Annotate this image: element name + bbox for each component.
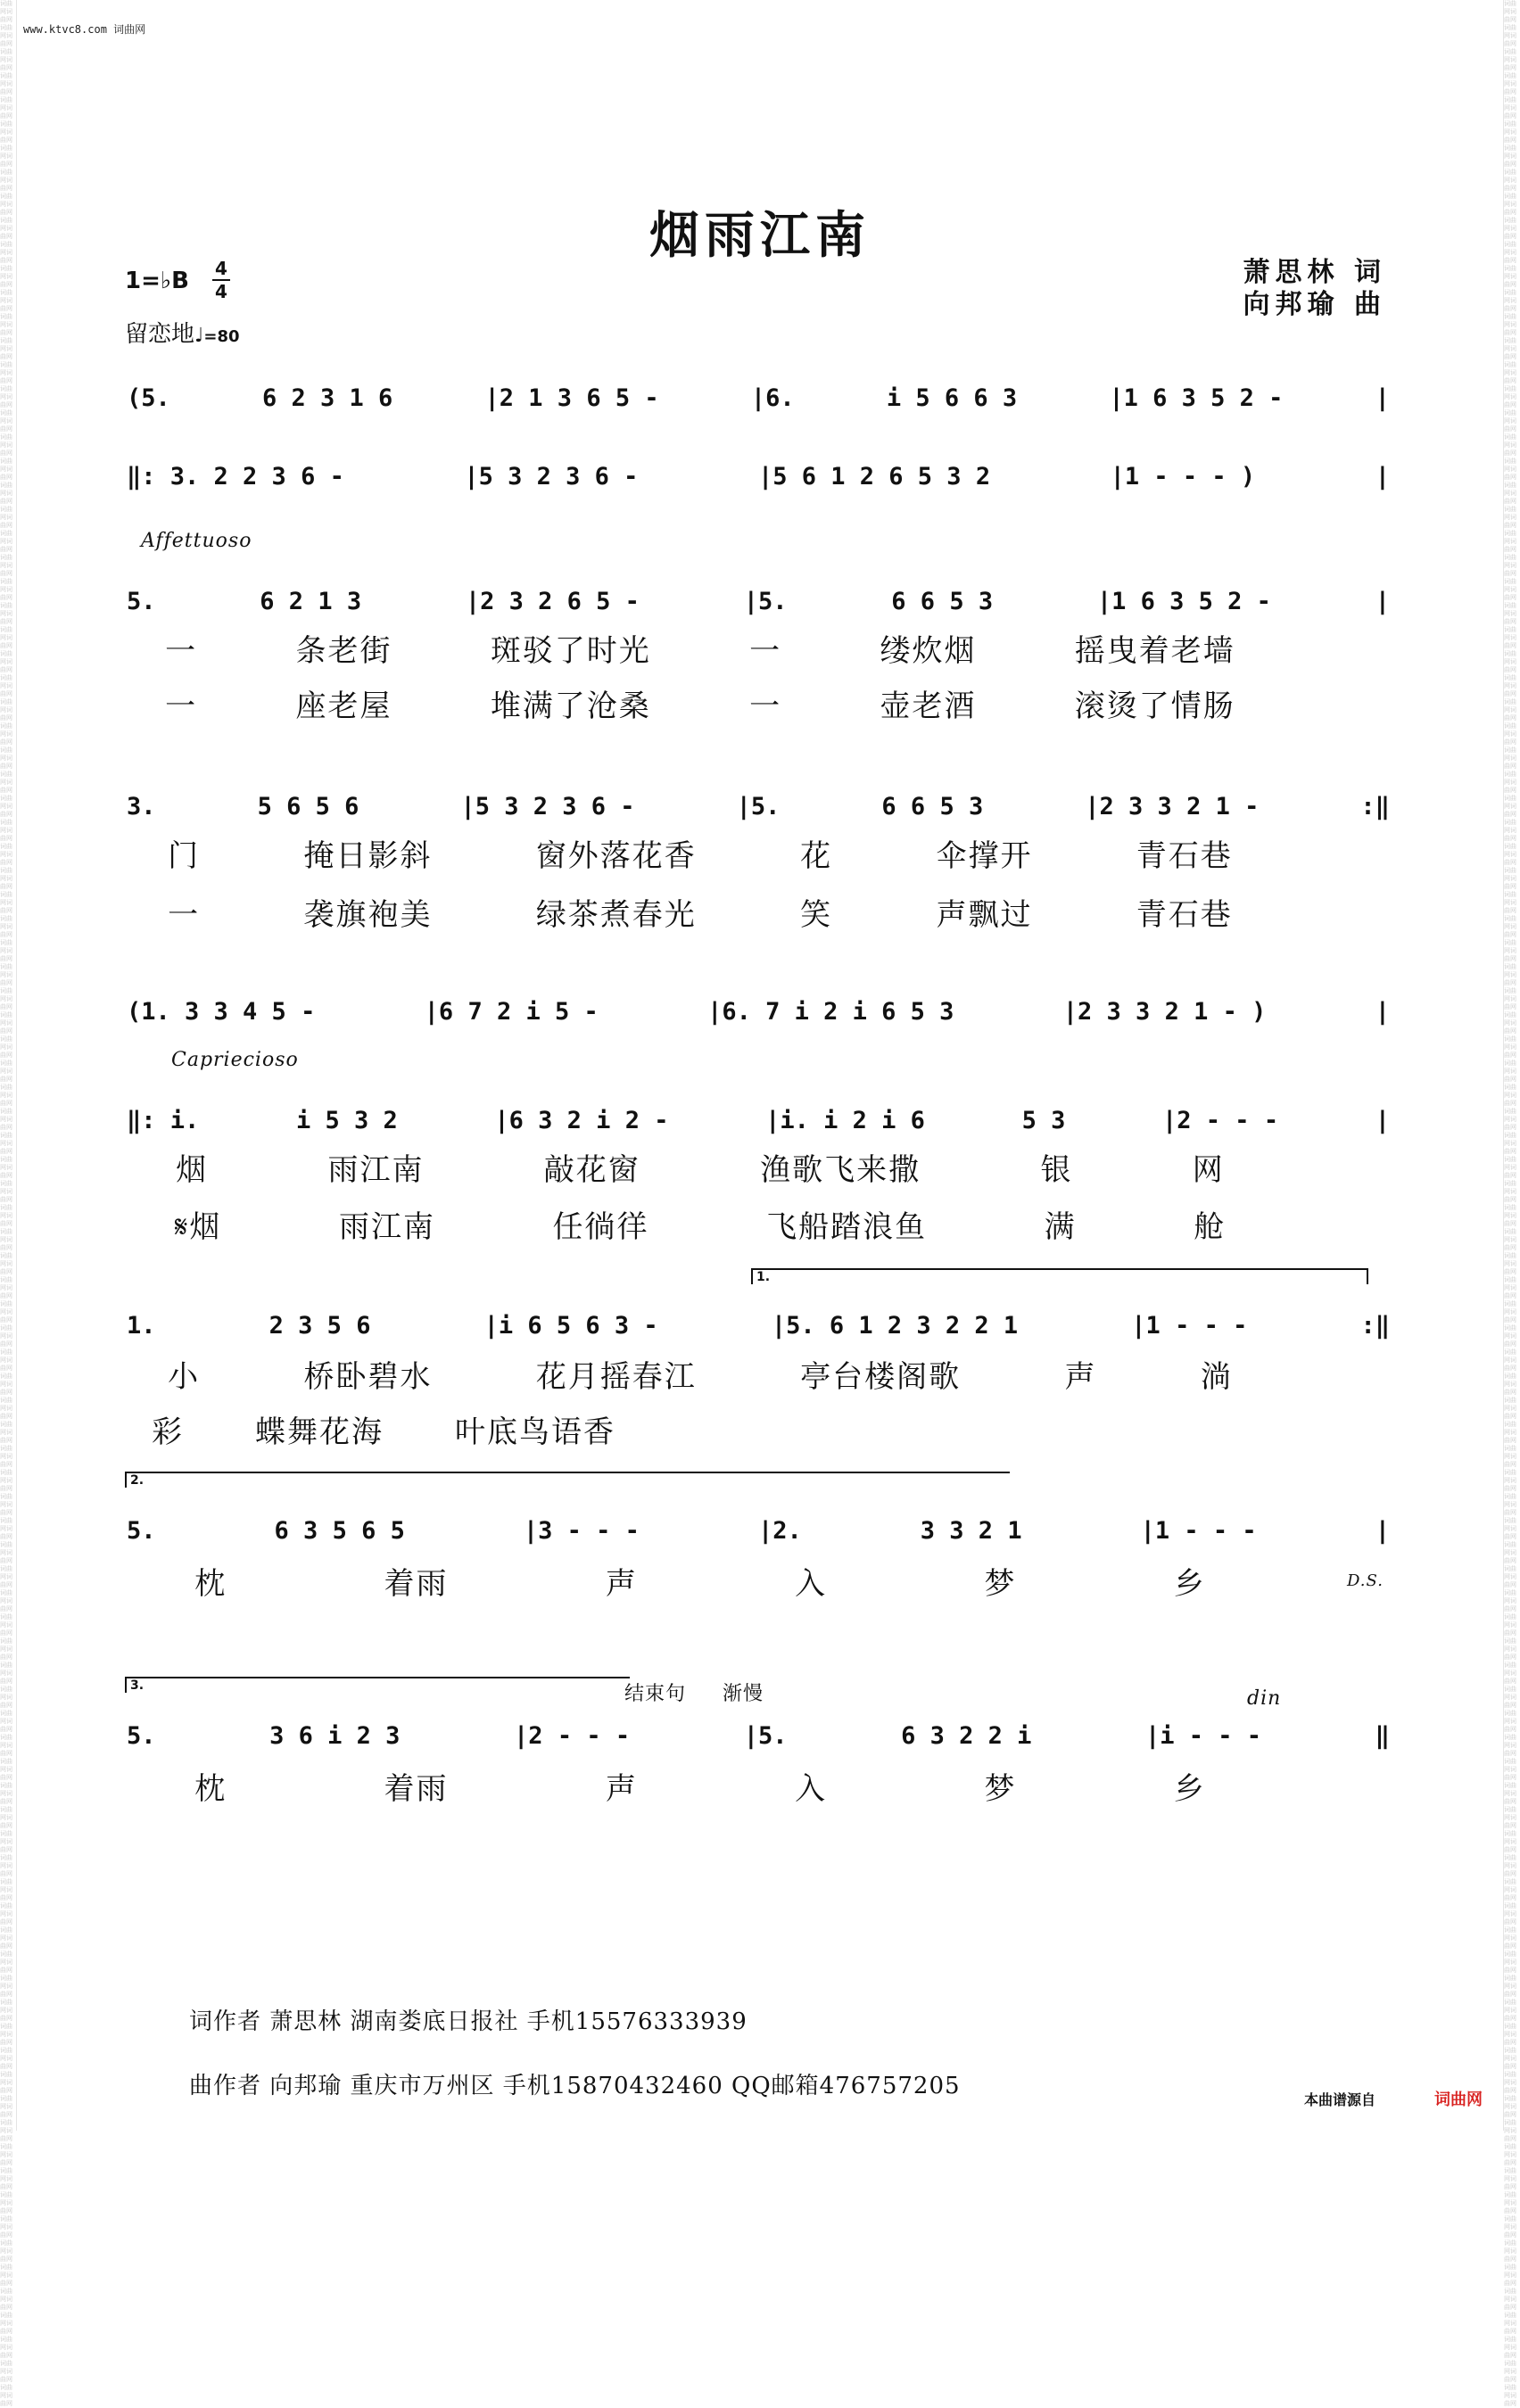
- lyric: 烟: [176, 1151, 209, 1188]
- note-group: 1.: [127, 1311, 156, 1340]
- lyric: 𝄋烟: [174, 1208, 222, 1245]
- lyrics-chorus-line1: [116, 1147, 1285, 1186]
- lyric: 叶底鸟语香: [455, 1414, 615, 1450]
- notes-row-6: [127, 1102, 1390, 1138]
- lyricist-contact: 词作者 萧思林 湖南娄底日报社 手机15576333939: [189, 2008, 748, 2035]
- note-group: 5.: [127, 1721, 156, 1750]
- note-group: |2 - - -: [514, 1721, 631, 1750]
- note-group: 5.: [127, 1516, 156, 1545]
- lyric: 声: [1064, 1358, 1097, 1395]
- note-group: |5 3 2 3 6 -: [460, 792, 635, 821]
- lyric: 滚烫了情肠: [1074, 688, 1235, 724]
- lyric: 着雨: [384, 1770, 449, 1807]
- lyric: 窗外落花香: [535, 837, 697, 874]
- note-group: |1 - - - ): [1110, 462, 1256, 491]
- lyrics-verse2-line1: [116, 833, 1285, 872]
- note-group: |2 3 3 2 1 -: [1085, 792, 1260, 821]
- notes-row-9: [127, 1718, 1390, 1753]
- note-group: |6 7 2 i 5 -: [424, 997, 599, 1026]
- capriccioso-marking: Capriecioso: [171, 1049, 299, 1071]
- key-signature: 1=♭B: [125, 268, 189, 294]
- note-group: 3.: [127, 792, 156, 821]
- time-signature: [212, 259, 230, 301]
- note-group: |1 6 3 5 2 -: [1096, 587, 1271, 615]
- site-logo[interactable]: 词曲网: [1434, 2091, 1483, 2109]
- lyrics-verse1-line2: [116, 683, 1285, 722]
- score-row-7: [116, 1307, 1400, 1343]
- lyric: 花月摇春江: [535, 1358, 697, 1395]
- lyrics-chorus-line4: [116, 1409, 651, 1448]
- time-signature-top: 4: [215, 258, 227, 279]
- lyric: 淌: [1200, 1358, 1233, 1395]
- right-watermark-strip: 词曲网词曲网词曲网词曲网词曲网词曲网词曲网词曲网词曲网词曲网词曲网词曲网词曲网词曲网词曲网词曲网词曲网词曲网词曲网词曲网词曲网词曲网词曲网词曲网词曲网词曲网词曲网词曲网词曲网词曲网词曲网词曲网词曲网词曲网词曲网词曲网词曲网词曲网词曲网词曲网词曲网词曲网词曲网词曲网词曲网词曲网词曲网词曲网词曲网词曲网词曲网词曲网词曲网词曲网词曲网词曲网词曲网词曲网词曲网词曲网词曲网词曲网词曲网词曲网词曲网词曲网词曲网词曲网词曲网词曲网词曲网词曲网词曲网词曲网词曲网词曲网词曲网词曲网词曲网词曲网词曲网词曲网词曲网词曲网词曲网词曲网词曲网词曲网词曲网词曲网词曲网词曲网词曲网词曲网词曲网词曲网词曲网词曲网词曲网词曲网词曲网词曲网词曲网词曲网词曲网词曲网词曲网词曲网词曲网词曲网词曲网词曲网词曲网词曲网词曲网词曲网词曲网词曲网词曲网词曲网词曲网词曲网词曲网词曲网词曲网词曲网词曲网词曲网词曲网词曲网词曲网词曲网词曲网词曲网词曲网词曲网词曲网词曲网词曲网词曲网词曲网词曲网词曲网词曲网词曲网词曲网词曲网词曲网词曲网词曲网词曲网词曲网词曲网词曲网词曲网词曲网词曲网词曲网词曲网词曲网词曲网词曲网词曲网词曲网词曲网词曲网词曲网词曲网词曲网词曲网词曲网词曲网词曲网词曲网词曲网词曲网词曲网词曲网词曲网词曲网词曲网词曲网词曲网词曲网词曲网词曲网词曲网词曲网词曲网词曲网词曲网词曲网词曲网词曲网词曲网词曲网词曲网词曲网词曲网词曲网: [1503, 0, 1520, 2131]
- lyricist-credit: 萧思林 词: [1243, 257, 1386, 288]
- lyrics-ending-1: [116, 1561, 1285, 1600]
- note-group: i 5 6 6 3: [886, 383, 1018, 412]
- lyric: 满: [1044, 1208, 1077, 1245]
- note-group: |2 - - -: [1162, 1106, 1279, 1134]
- lyric: 花: [800, 837, 833, 874]
- lyric: 斑驳了时光: [490, 632, 651, 669]
- note-group: |5.: [743, 1721, 788, 1750]
- note-group: |6. 7 i 2 i 6 5 3: [707, 997, 954, 1026]
- source-note: 本曲谱源自: [1304, 2091, 1376, 2108]
- lyric: 绿茶煮春光: [535, 896, 697, 933]
- note-group: 6 6 5 3: [891, 587, 994, 615]
- score-row-9: [116, 1718, 1400, 1753]
- lyric: 袭旗袍美: [303, 896, 433, 933]
- left-watermark-strip: 词曲网词曲网词曲网词曲网词曲网词曲网词曲网词曲网词曲网词曲网词曲网词曲网词曲网词曲网词曲网词曲网词曲网词曲网词曲网词曲网词曲网词曲网词曲网词曲网词曲网词曲网词曲网词曲网词曲网词曲网词曲网词曲网词曲网词曲网词曲网词曲网词曲网词曲网词曲网词曲网词曲网词曲网词曲网词曲网词曲网词曲网词曲网词曲网词曲网词曲网词曲网词曲网词曲网词曲网词曲网词曲网词曲网词曲网词曲网词曲网词曲网词曲网词曲网词曲网词曲网词曲网词曲网词曲网词曲网词曲网词曲网词曲网词曲网词曲网词曲网词曲网词曲网词曲网词曲网词曲网词曲网词曲网词曲网词曲网词曲网词曲网词曲网词曲网词曲网词曲网词曲网词曲网词曲网词曲网词曲网词曲网词曲网词曲网词曲网词曲网词曲网词曲网词曲网词曲网词曲网词曲网词曲网词曲网词曲网词曲网词曲网词曲网词曲网词曲网词曲网词曲网词曲网词曲网词曲网词曲网词曲网词曲网词曲网词曲网词曲网词曲网词曲网词曲网词曲网词曲网词曲网词曲网词曲网词曲网词曲网词曲网词曲网词曲网词曲网词曲网词曲网词曲网词曲网词曲网词曲网词曲网词曲网词曲网词曲网词曲网词曲网词曲网词曲网词曲网词曲网词曲网词曲网词曲网词曲网词曲网词曲网词曲网词曲网词曲网词曲网词曲网词曲网词曲网词曲网词曲网词曲网词曲网词曲网词曲网词曲网词曲网词曲网词曲网词曲网词曲网词曲网词曲网词曲网词曲网词曲网词曲网词曲网词曲网词曲网词曲网词曲网词曲网词曲网词曲网词曲网词曲网词曲网词曲网词曲网词曲网: [0, 0, 17, 2131]
- lyric: 雨江南: [338, 1208, 435, 1245]
- note-group: 6 6 5 3: [881, 792, 984, 821]
- lyric: 桥卧碧水: [303, 1358, 433, 1395]
- note-group: 5.: [127, 587, 156, 615]
- note-group: (1. 3 3 4 5 -: [127, 997, 316, 1026]
- din-marking: din: [1247, 1687, 1282, 1710]
- notes-row-5: [127, 994, 1390, 1029]
- quarter-note-icon: ♩: [194, 325, 204, 347]
- note-group: |: [1375, 462, 1390, 491]
- note-group: 5 3: [1021, 1106, 1066, 1134]
- lyric: 飞船踏浪鱼: [766, 1208, 928, 1245]
- lyric: 缕炊烟: [880, 632, 977, 669]
- volta-bracket-1: 1.: [751, 1268, 1368, 1284]
- score-row-4: [116, 788, 1400, 824]
- ritardando-label: 渐慢: [723, 1683, 764, 1705]
- note-group: |2 1 3 6 5 -: [484, 383, 659, 412]
- notes-row-7: [127, 1307, 1390, 1343]
- affettuoso-marking: Affettuoso: [141, 530, 252, 552]
- notes-row-4: [127, 788, 1390, 824]
- volta-bracket-2: 2.: [125, 1472, 1010, 1488]
- note-group: |: [1375, 383, 1390, 412]
- lyric: 声: [605, 1565, 638, 1602]
- lyric: 银: [1040, 1151, 1073, 1188]
- lyric: 青石巷: [1136, 896, 1233, 933]
- lyric: 枕: [194, 1770, 227, 1807]
- notes-row-1: [127, 380, 1390, 416]
- lyric: 蝶舞花海: [255, 1414, 384, 1450]
- lyric: 舱: [1194, 1208, 1227, 1245]
- score-row-5: [116, 994, 1400, 1029]
- note-group: :‖: [1360, 1311, 1390, 1340]
- notes-row-8: [127, 1513, 1390, 1548]
- note-group: ‖: 3. 2 2 3 6 -: [127, 462, 344, 491]
- tempo-bpm: =80: [203, 327, 240, 346]
- note-group: |: [1375, 1106, 1390, 1134]
- note-group: |i. i 2 i 6: [765, 1106, 925, 1134]
- note-group: |i - - -: [1145, 1721, 1262, 1750]
- lyric: 声飘过: [936, 896, 1033, 933]
- note-group: |1 6 3 5 2 -: [1109, 383, 1284, 412]
- lyric: 敲花窗: [543, 1151, 640, 1188]
- lyric: 座老屋: [295, 688, 392, 724]
- lyric: 任徜徉: [552, 1208, 649, 1245]
- note-group: |5. 6 1 2 3 2 2 1: [771, 1311, 1019, 1340]
- lyrics-verse2-line2: [116, 892, 1285, 931]
- lyric: 青石巷: [1136, 837, 1233, 874]
- lyric: 彩: [152, 1414, 184, 1450]
- lyric: 梦: [984, 1770, 1017, 1807]
- lyric: 梦: [984, 1565, 1017, 1602]
- note-group: |5.: [736, 792, 781, 821]
- lyric: 乡: [1173, 1565, 1206, 1602]
- note-group: |5 6 1 2 6 5 3 2: [757, 462, 991, 491]
- volta-bracket-3: 3.: [125, 1677, 630, 1693]
- dal-segno-marking: D.S.: [1347, 1571, 1384, 1590]
- note-group: |6 3 2 i 2 -: [494, 1106, 669, 1134]
- note-group: 3 6 i 2 3: [269, 1721, 401, 1750]
- note-group: |3 - - -: [523, 1516, 640, 1545]
- lyric: 入: [795, 1565, 828, 1602]
- note-group: |: [1375, 587, 1390, 615]
- note-group: 6 2 1 3: [260, 587, 362, 615]
- note-group: ‖: i.: [127, 1106, 200, 1134]
- lyric: 一: [165, 688, 198, 724]
- score-row-6: [116, 1102, 1400, 1138]
- note-group: |2.: [757, 1516, 802, 1545]
- lyric: 一: [168, 896, 201, 933]
- notes-row-2: [127, 458, 1390, 494]
- lyric: 一: [749, 632, 782, 669]
- lyric: 亭台楼阁歌: [800, 1358, 962, 1395]
- score-row-1: [116, 380, 1400, 416]
- note-group: i 5 3 2: [295, 1106, 398, 1134]
- note-group: |: [1375, 1516, 1390, 1545]
- note-group: |1 - - -: [1140, 1516, 1257, 1545]
- site-url[interactable]: www.ktvc8.com 词曲网: [23, 23, 146, 36]
- time-signature-bottom: 4: [215, 281, 227, 302]
- lyric: 渔歌飞来撒: [760, 1151, 921, 1188]
- lyric: 入: [795, 1770, 828, 1807]
- note-group: |2 3 2 6 5 -: [465, 587, 640, 615]
- notes-row-3: [127, 583, 1390, 619]
- lyric: 摇曳着老墙: [1074, 632, 1235, 669]
- note-group: |5.: [743, 587, 788, 615]
- lyric: 雨江南: [327, 1151, 425, 1188]
- note-group: |2 3 3 2 1 - ): [1062, 997, 1267, 1026]
- lyrics-chorus-line3: [116, 1354, 1285, 1393]
- lyric: 小: [168, 1358, 201, 1395]
- note-group: 5 6 5 6: [257, 792, 359, 821]
- composer-credit: 向邦瑜 曲: [1243, 289, 1386, 320]
- lyric: 笑: [800, 896, 833, 933]
- composer-contact: 曲作者 向邦瑜 重庆市万州区 手机15870432460 QQ邮箱476757205: [189, 2073, 961, 2099]
- score-row-2: [116, 458, 1400, 494]
- note-group: 6 2 3 1 6: [262, 383, 393, 412]
- note-group: |1 - - -: [1131, 1311, 1248, 1340]
- lyric: 掩日影斜: [303, 837, 433, 874]
- score-row-8: [116, 1513, 1400, 1548]
- lyrics-ending-2: [116, 1766, 1285, 1805]
- note-group: 6 3 2 2 i: [901, 1721, 1032, 1750]
- note-group: :‖: [1360, 792, 1390, 821]
- tempo-marking: [125, 316, 240, 349]
- lyric: 壶老酒: [880, 688, 977, 724]
- lyric: 枕: [194, 1565, 227, 1602]
- lyric: 一: [165, 632, 198, 669]
- lyrics-chorus-line2: [116, 1204, 1285, 1243]
- note-group: |: [1375, 997, 1390, 1026]
- note-group: ‖: [1375, 1721, 1390, 1750]
- note-group: 3 3 2 1: [920, 1516, 1022, 1545]
- note-group: |i 6 5 6 3 -: [483, 1311, 658, 1340]
- lyric: 堆满了沧桑: [490, 688, 651, 724]
- song-title: 烟雨江南: [649, 206, 871, 265]
- lyric: 网: [1192, 1151, 1225, 1188]
- lyric: 着雨: [384, 1565, 449, 1602]
- note-group: 2 3 5 6: [268, 1311, 371, 1340]
- lyric: 条老街: [295, 632, 392, 669]
- lyrics-verse1-line1: [116, 628, 1285, 667]
- note-group: |5 3 2 3 6 -: [464, 462, 639, 491]
- tempo-label: 留恋地: [125, 321, 195, 348]
- lyric: 伞撑开: [936, 837, 1033, 874]
- note-group: 6 3 5 6 5: [274, 1516, 405, 1545]
- score-row-3: [116, 583, 1400, 619]
- lyric: 乡: [1173, 1770, 1206, 1807]
- note-group: (5.: [127, 383, 170, 412]
- ending-phrase-label: 结束句: [624, 1683, 687, 1705]
- note-group: |6.: [750, 383, 795, 412]
- lyric: 声: [605, 1770, 638, 1807]
- lyric: 一: [749, 688, 782, 724]
- lyric: 门: [168, 837, 201, 874]
